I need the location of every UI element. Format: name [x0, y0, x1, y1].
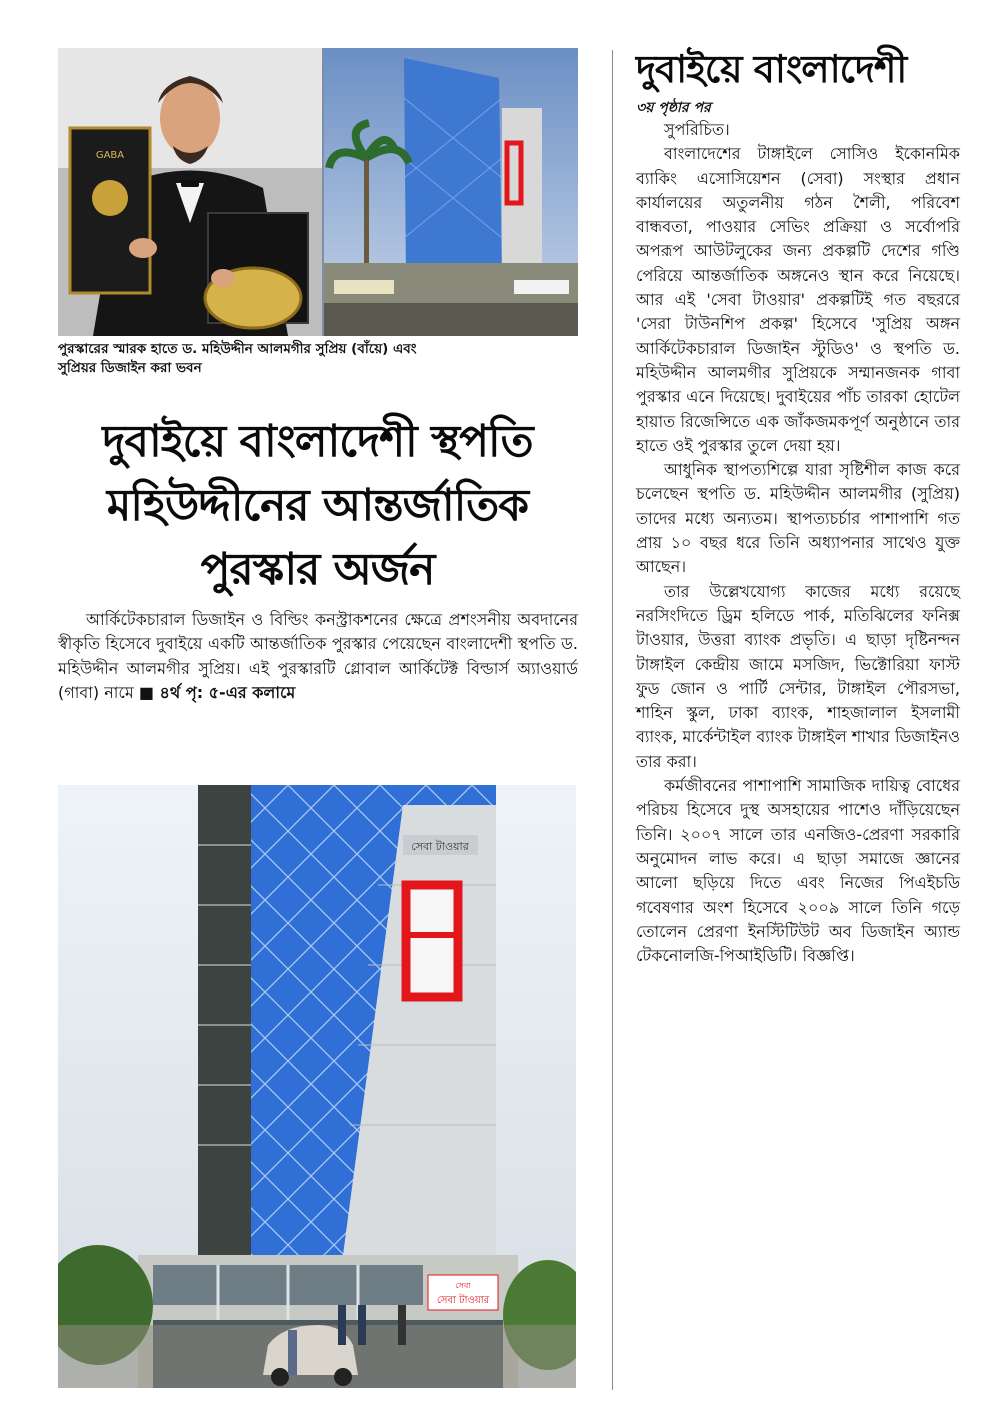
jump-reference: ■ ৪র্থ পৃ: ৫-এর কলামে [138, 682, 296, 702]
ground-sign-text: সেবা টাওয়ার [436, 1295, 490, 1306]
portrait-illustration [58, 48, 322, 336]
right-column-title: দুবাইয়ে বাংলাদেশী [636, 46, 907, 91]
right-paragraph: বাংলাদেশের টাঙ্গাইলে সোসিও ইকোনমিক ব্যাকিং এসোসিয়েশন (সেবা) সংস্থার প্রধান কার্যালয়ের অতুলনীয় গঠন শৈলী, পরিবেশ বান্ধবতা, পাওয়ার সেভিং প্রক্রিয়া ও সর্বোপরি অপরূপ আউটলুকের জন্য প্রকল্পটি দেশের গণ্ডি পেরিয়ে আন্তর্জাতিক অঙ্গনেও স্থান করে নিয়েছে। আর এই 'সেবা টাওয়ার' প্রকল্পটিই গত বছররে 'সেরা টাউনশিপ প্রকল্প' হিসেবে 'সুপ্রিয় অঙ্গন আর্কিটেকচারাল ডিজাইন স্টুডিও' ও স্থপতি ড. মহিউদ্দীন আলমগীর সুপ্রিয়কে সম্মানজনক গাবা পুরস্কার এনে দিয়েছে। দুবাইয়ের পাঁচ তারকা হোটেল হায়াত রিজেন্সিতে এক জাঁকজমকপূর্ণ অনুষ্ঠানে তার হাতে ওই পুরস্কার তুলে দেয়া হয়। [636, 144, 960, 455]
headline-line2: মহিউদ্দীনের আন্তর্জাতিক [106, 480, 529, 531]
main-headline [40, 410, 595, 602]
building-illustration-small [324, 48, 578, 336]
plaque-text: GABA [95, 150, 125, 161]
ground-sign-logo: সেবা [455, 1281, 471, 1290]
building-photo-small [324, 48, 578, 336]
lead-paragraph-text: আর্কিটেকচারাল ডিজাইন ও বিল্ডিং কনস্ট্রাকশনের ক্ষেত্রে প্রশংসনীয় অবদানের স্বীকৃতি হিসেবে দুবাইয়ে একটি আন্তর্জাতিক পুরস্কার পেয়েছেন বাংলাদেশী স্থপতি ড. মহিউদ্দীন আলমগীর সুপ্রিয়। এই পুরস্কারটি গ্লোবাল আর্কিটেক্ট বিল্ডার্স অ্যাওয়ার্ড (গাবা) নামে [58, 610, 578, 702]
portrait-photo [58, 48, 322, 336]
continued-from-label: ৩য় পৃষ্ঠার পর [636, 100, 711, 116]
lead-paragraph [58, 608, 578, 705]
headline-line3: পুরস্কার অর্জন [200, 544, 435, 595]
right-column-body [636, 118, 960, 968]
right-paragraph: সুপরিচিত। [664, 120, 730, 139]
top-photo-pair [58, 48, 578, 336]
top-sign-text: সেবা টাওয়ার [411, 840, 469, 853]
photo-caption [58, 340, 578, 378]
photo-caption-line2: সুপ্রিয়র ডিজাইন করা ভবন [58, 360, 202, 376]
headline-line1: দুবাইয়ে বাংলাদেশী স্থপতি [102, 416, 533, 467]
right-paragraph: আধুনিক স্থাপত্যশিল্পে যারা সৃষ্টিশীল কাজ করে চলেছেন স্থপতি ড. মহিউদ্দীন আলমগীর (সুপ্রিয়) তাদের মধ্যে অন্যতম। স্থাপত্যচর্চার পাশাপাশি গত প্রায় ১০ বছর ধরে তিনি অধ্যাপনার সাথেও যুক্ত আছেন। [636, 460, 960, 577]
building-illustration-large [58, 785, 576, 1388]
right-paragraph: কর্মজীবনের পাশাপাশি সামাজিক দায়িত্ব বোধের পরিচয় হিসেবে দুস্থ অসহায়ের পাশেও দাঁড়িয়েছেন তিনি। ২০০৭ সালে তার এনজিও-প্রেরণা সরকারি অনুমোদন লাভ করে। এ ছাড়া সমাজে জ্ঞানের আলো ছড়িয়ে দিতে এবং নিজের পিএইচডি গবেষণার অংশ হিসেবে ২০০৯ সালে তিনি গড়ে তোলেন প্রেরণা ইনস্টিটিউট অব ডিজাইন অ্যান্ড টেকনোলজি-পিআইডিটি। বিজ্ঞপ্তি। [636, 776, 960, 966]
column-divider [612, 50, 613, 1390]
photo-caption-line1: পুরস্কারের স্মারক হাতে ড. মহিউদ্দীন আলমগীর সুপ্রিয় (বাঁয়ে) এবং [58, 341, 417, 357]
building-photo-large [58, 785, 576, 1388]
right-paragraph: তার উল্লেখযোগ্য কাজের মধ্যে রয়েছে নরসিংদিতে ড্রিম হলিডে পার্ক, মতিঝিলের ফনিক্স টাওয়ার, উত্তরা ব্যাংক প্রভৃতি। এ ছাড়া দৃষ্টিনন্দন টাঙ্গাইল কেন্দ্রীয় জামে মসজিদ, ভিক্টোরিয়া ফাস্ট ফুড জোন ও পার্টি সেন্টার, টাঙ্গাইল পৌরসভা, শাহিন স্কুল, ঢাকা ব্যাংক, শাহজালাল ইসলামী ব্যাংক, মার্কেন্টাইল ব্যাংক টাঙ্গাইল শাখার ডিজাইনও তার করা। [636, 581, 960, 771]
